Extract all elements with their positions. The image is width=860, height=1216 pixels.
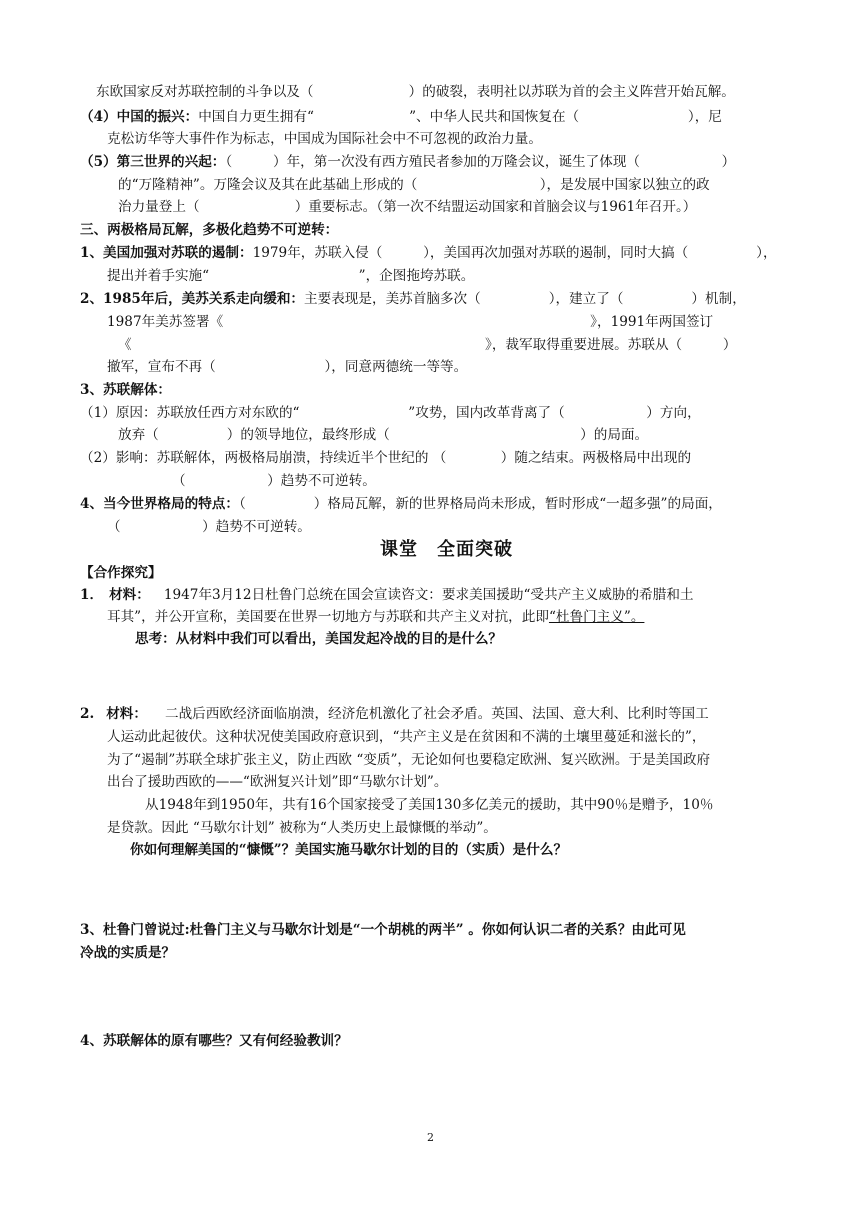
text-line — [80, 494, 722, 514]
text-line — [80, 289, 746, 309]
item-text: （ ）格局瓦解，新的世界格局尚未形成，暂时形成“一超多强”的局面， — [239, 496, 722, 512]
item-text: 1979年，苏联入侵（ ），美国再次加强对苏联的遏制，同时大搞（ ）， — [252, 245, 777, 261]
item-heading: 4、当今世界格局的特点： — [80, 496, 239, 512]
material-text: 是贷款。因此 “马歇尔计划” 被称为“人类历史上最慷慨的举动”。 — [107, 820, 497, 836]
question-3-line: 冷战的实质是？ — [80, 945, 176, 961]
text-line: 的“万隆精神”。万隆会议及其在此基础上形成的（ ），是发展中国家以独立的政 — [118, 177, 710, 193]
item-heading: （5）第三世界的兴起： — [80, 154, 226, 170]
section-title: 课堂 全面突破 — [380, 539, 513, 560]
material-label: 材料： — [106, 706, 147, 722]
text-line: 1987年美苏签署《 》，1991年两国签订 — [107, 314, 714, 330]
item-heading: 1、美国加强对苏联的遏制： — [80, 245, 253, 261]
question-number: 2. — [80, 706, 95, 722]
section-heading: 3、苏联解体： — [80, 382, 172, 398]
item-text: 主要表现是，美苏首脑多次（ ），建立了（ ）机制， — [304, 291, 746, 307]
item-text: 中国自力更生拥有“ ”、中华人民共和国恢复在（ ），尼 — [198, 109, 722, 125]
text-line: （ ）趋势不可逆转。 — [107, 519, 311, 535]
text-line: 放弃（ ）的领导地位，最终形成（ ）的局面。 — [118, 427, 649, 443]
material-text: 1947年3月12日杜鲁门总统在国会宣读咨文：要求美国援助“受共产主义威胁的希腊和土 — [163, 587, 694, 603]
text-line: 提出并着手实施“ ”，企图拖垮苏联。 — [107, 268, 475, 284]
page-number: 2 — [427, 1131, 434, 1144]
question-1-line — [107, 607, 644, 627]
material-text-underlined: “杜鲁门主义”。 — [548, 609, 645, 625]
text-line: 治力量登上（ ）重要标志。（第一次不结盟运动国家和首脑会议与1961年召开。） — [118, 199, 697, 215]
material-text: 为了“遏制”苏联全球扩张主义，防止西欧 “变质”，无论如何也要稳定欧洲、复兴欧洲。于是美国政府 — [107, 752, 711, 768]
text-line — [80, 243, 777, 263]
material-text: 从1948年到1950年，共有16个国家接受了美国130多亿美元的援助，其中90％是赠予，10％ — [145, 797, 714, 813]
text-line: 《 》，裁军取得重要进展。苏联从（ ） — [118, 337, 737, 353]
item-heading: （4）中国的振兴： — [80, 109, 199, 125]
text-line — [80, 107, 722, 127]
question-number: 1． — [80, 587, 104, 603]
text-line: （ ）趋势不可逆转。 — [172, 473, 376, 489]
text-line: 撤军，宣布不再（ ），同意两德统一等等。 — [107, 359, 468, 375]
item-text: （ ）年，第一次没有西方殖民者参加的万隆会议，诞生了体现（ ） — [225, 154, 736, 170]
text-line: （1）原因：苏联放任西方对东欧的“ ”攻势，国内改革背离了（ ）方向， — [80, 405, 701, 421]
question-4-line: 4、苏联解体的原有哪些？又有何经验教训？ — [80, 1033, 348, 1049]
material-text: 耳其”，并公开宣称，美国要在世界一切地方与苏联和共产主义对抗，此即 — [107, 609, 549, 625]
text-line: 东欧国家反对苏联控制的斗争以及（ ）的破裂，表明社以苏联为首的会主义阵营开始瓦解。 — [96, 84, 735, 100]
section-heading: 三、两极格局瓦解，多极化趋势不可逆转： — [80, 222, 339, 238]
think-question: 你如何理解美国的“慷慨”？美国实施马歇尔计划的目的（实质）是什么？ — [130, 842, 568, 858]
think-question: 思考：从材料中我们可以看出，美国发起冷战的目的是什么？ — [135, 631, 503, 647]
text-line: 克松访华等大事件作为标志，中国成为国际社会中不可忽视的政治力量。 — [107, 131, 542, 147]
material-label: 材料： — [109, 587, 150, 603]
question-1-line — [80, 585, 694, 605]
material-text: 二战后西欧经济面临崩溃，经济危机激化了社会矛盾。英国、法国、意大利、比利时等国工 — [164, 706, 709, 722]
item-heading: 2、1985年后，美苏关系走向缓和： — [80, 291, 305, 307]
text-line: （2）影响：苏联解体，两极格局崩溃，持续近半个世纪的 （ ）随之结束。两极格局中出现的 — [80, 450, 692, 466]
question-3-line: 3、杜鲁门曾说过:杜鲁门主义与马歇尔计划是“一个胡桃的两半” 。你如何认识二者的关系？由此可见 — [80, 922, 686, 938]
material-text: 人运动此起彼伏。这种状况使美国政府意识到，“共产主义是在贫困和不满的土壤里蔓延和滋长的”， — [107, 729, 706, 745]
text-line — [80, 152, 735, 172]
coop-heading: 【合作探究】 — [80, 565, 162, 581]
question-2-line — [80, 704, 709, 724]
material-text: 出台了援助西欧的——“欧洲复兴计划”即“马歇尔计划”。 — [107, 774, 448, 790]
